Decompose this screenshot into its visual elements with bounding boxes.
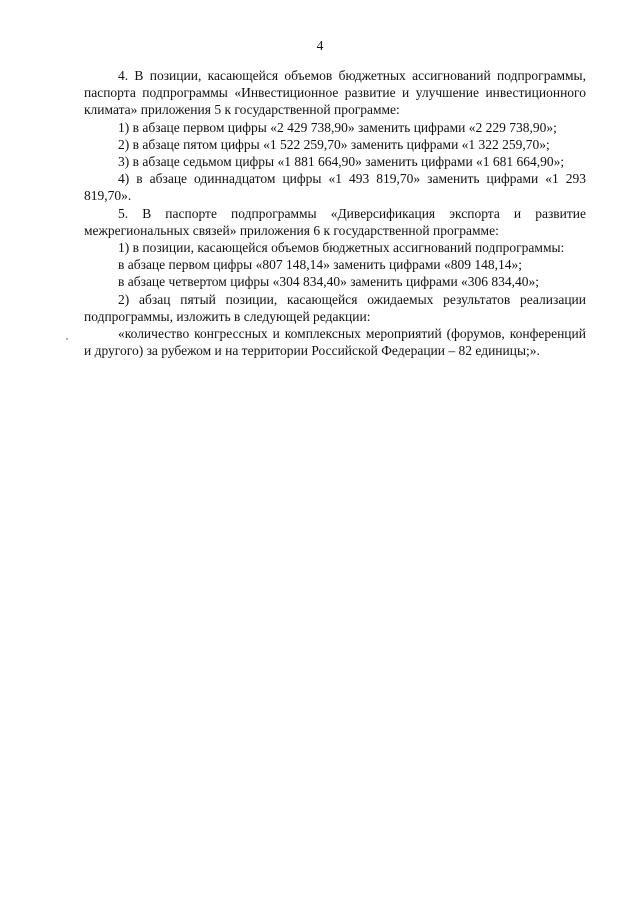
paragraph-subitem-5-1: 1) в позиции, касающейся объемов бюджетных ассигнований подпрограммы: bbox=[118, 240, 565, 256]
document-body bbox=[84, 67, 586, 359]
paragraph-subitem-4-4: 4) в абзаце одиннадцатом цифры «1 493 819,70» заменить цифрами «1 293 819,70». bbox=[84, 171, 586, 204]
scan-dot-mark bbox=[66, 338, 68, 340]
paragraph-subitem-4-2: 2) в абзаце пятом цифры «1 522 259,70» заменить цифрами «1 322 259,70»; bbox=[118, 136, 550, 152]
paragraph-subitem-4-3: 3) в абзаце седьмом цифры «1 881 664,90» заменить цифрами «1 681 664,90»; bbox=[118, 154, 565, 170]
paragraph-subitem-5-1-a: в абзаце первом цифры «807 148,14» заменить цифрами «809 148,14»; bbox=[118, 257, 523, 273]
paragraph-quoted-text: «количество конгрессных и комплексных мероприятий (форумов, конференций и другого) за рубежом и на территории Российской Федерации – 82 единицы;». bbox=[84, 326, 586, 359]
page-number: 4 bbox=[316, 38, 324, 53]
paragraph-item-5: 5. В паспорте подпрограммы «Диверсификация экспорта и развитие межрегиональных связей» приложения 6 к государственной программе: bbox=[84, 205, 586, 238]
paragraph-subitem-5-1-b: в абзаце четвертом цифры «304 834,40» заменить цифрами «306 834,40»; bbox=[118, 274, 540, 290]
paragraph-subitem-4-1: 1) в абзаце первом цифры «2 429 738,90» заменить цифрами «2 229 738,90»; bbox=[118, 119, 557, 135]
paragraph-item-4: 4. В позиции, касающейся объемов бюджетных ассигнований подпрограммы, паспорта подпрограммы «Инвестиционное развитие и улучшение инвестиционного климата» приложения 5 к государственной программе: bbox=[84, 68, 586, 118]
paragraph-subitem-5-2: 2) абзац пятый позиции, касающейся ожидаемых результатов реализации подпрограммы, изложить в следующей редакции: bbox=[84, 291, 586, 324]
